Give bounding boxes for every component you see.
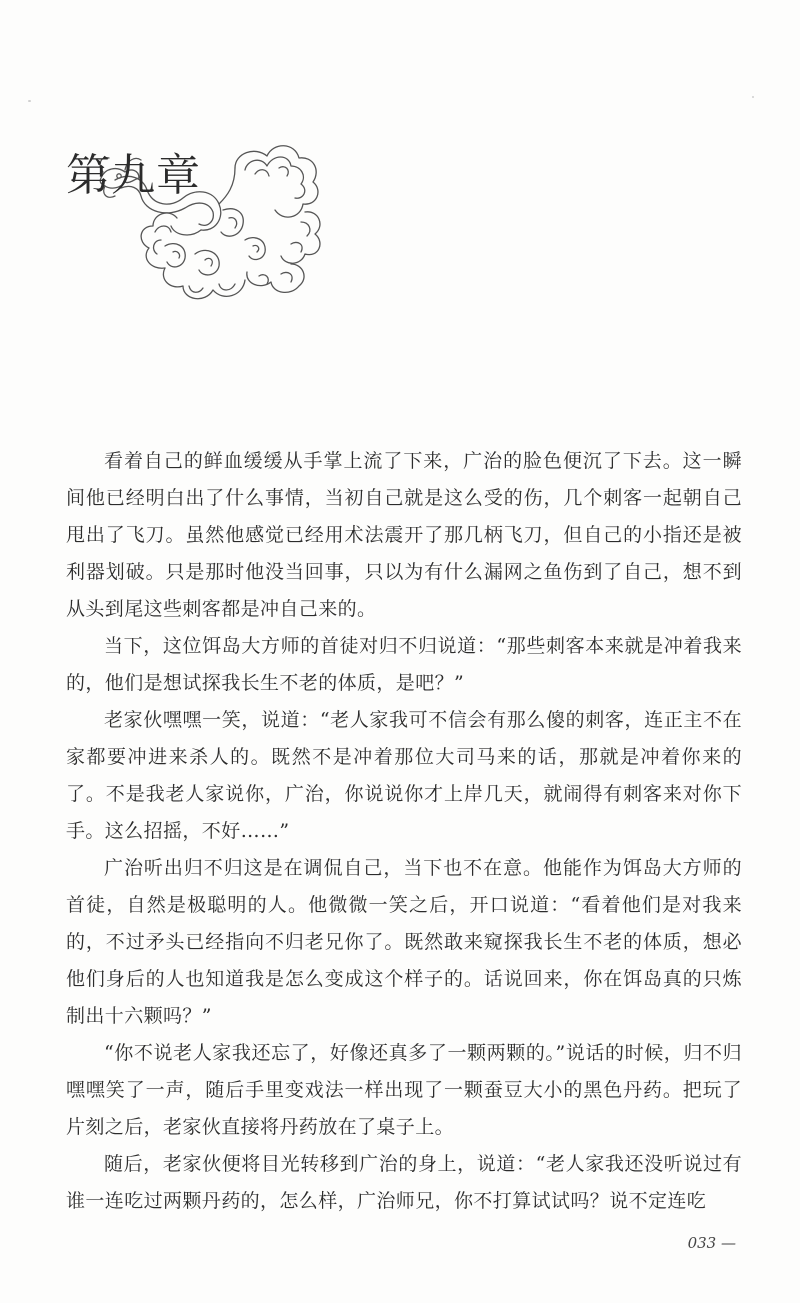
paragraph: 广治听出归不归这是在调侃自己，当下也不在意。他能作为饵岛大方师的首徒，自然是极聪明的人。他微微一笑之后，开口说道：“看着他们是对我来的，不过矛头已经指向不归老兄你了。既然敢来窥探我长生不老的体质，想必他们身后的人也知道我是怎么变成这个样子的。话说回来，你在饵岛真的只炼制出十六颗吗？” <box>66 857 742 1027</box>
paper-speck <box>28 100 31 102</box>
paragraph: 随后，老家伙便将目光转移到广治的身上，说道：“老人家我还没听说过有谁一连吃过两颗丹药的，怎么样，广治师兄，你不打算试试吗？说不定连吃 <box>66 1153 742 1212</box>
page-number: 033 — <box>687 1234 736 1252</box>
paragraph: 老家伙嘿嘿一笑，说道：“老人家我可不信会有那么傻的刺客，连正主不在家都要冲进来杀人的。既然不是冲着那位大司马来的话，那就是冲着你来的了。不是我老人家说你，广治，你说说你才上岸几天，就闹得有刺客来对你下手。这么招摇，不好……” <box>66 709 742 842</box>
paper-speck <box>752 96 754 98</box>
chapter-title: 第九章 <box>66 150 201 201</box>
paragraph: “你不说老人家我还忘了，好像还真多了一颗两颗的。”说话的时候，归不归嘿嘿笑了一声，随后手里变戏法一样出现了一颗蚕豆大小的黑色丹药。把玩了片刻之后，老家伙直接将丹药放在了桌子上。 <box>66 1042 742 1138</box>
chapter-body <box>66 443 742 1220</box>
paragraph: 看着自己的鲜血缓缓从手掌上流了下来，广治的脸色便沉了下去。这一瞬间他已经明白出了什么事情，当初自己就是这么受的伤，几个刺客一起朝自己甩出了飞刀。虽然他感觉已经用术法震开了那几柄飞刀，但自己的小指还是被利器划破。只是那时他没当回事，只以为有什么漏网之鱼伤到了自己，想不到从头到尾这些刺客都是冲自己来的。 <box>66 450 742 620</box>
paragraph: 当下，这位饵岛大方师的首徒对归不归说道：“那些刺客本来就是冲着我来的，他们是想试探我长生不老的体质，是吧？” <box>66 635 742 694</box>
